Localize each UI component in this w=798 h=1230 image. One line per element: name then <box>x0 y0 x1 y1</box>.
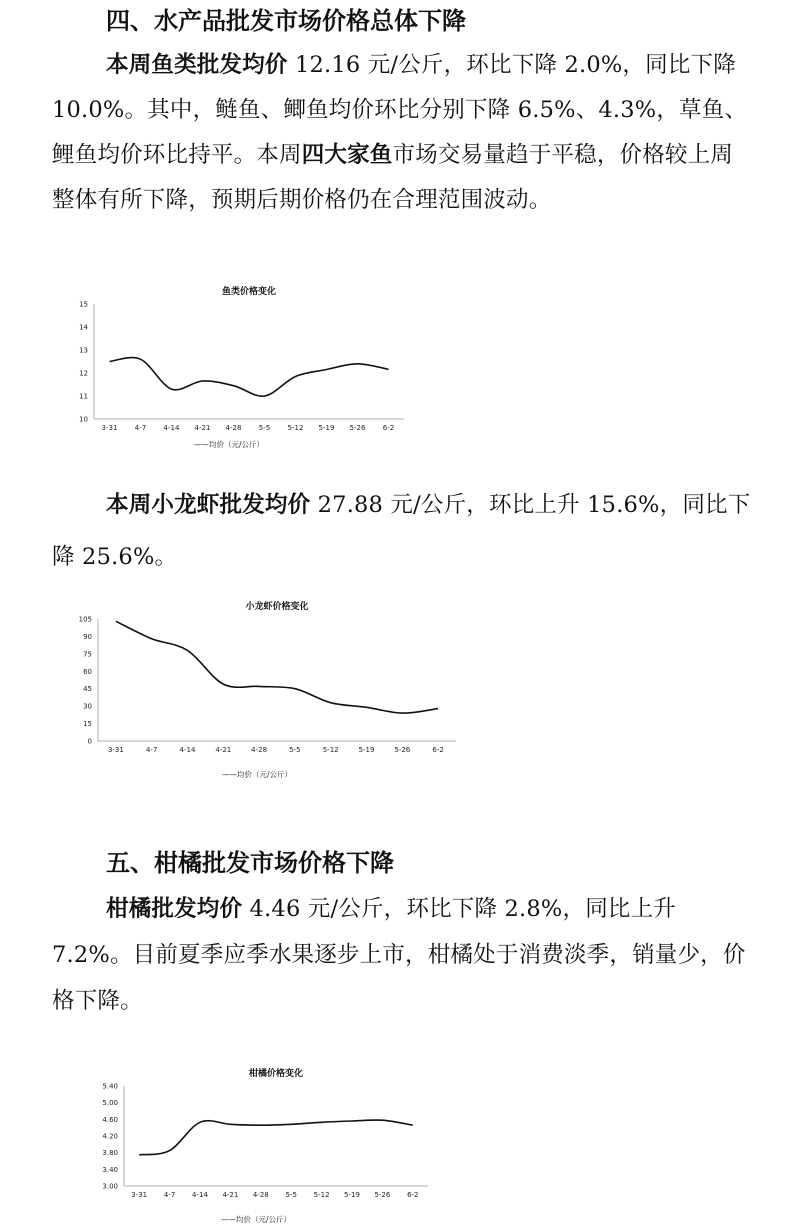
fish-paragraph <box>52 43 752 223</box>
crayfish-text: 27.88 元/公斤，环比上升 15.6%，同比下降 25.6%。 <box>52 492 751 570</box>
series-line <box>110 358 389 397</box>
x-tick-label: 5-19 <box>344 1191 360 1199</box>
x-tick-label: 6-2 <box>432 746 444 754</box>
fish-text-1: 12.16 元/公斤，环比下降 2.0%，同比下降 10.0%。其中，鲢鱼、鲫鱼均价环比分别下降 6.5%、4.3%，草鱼、鲤鱼均价环比持平。本周 <box>52 52 748 168</box>
x-tick-label: 5-5 <box>285 1191 297 1199</box>
x-tick-label: 4-21 <box>222 1191 239 1199</box>
x-tick-label: 3-31 <box>107 746 124 754</box>
fish-lead: 本周鱼类批发均价 <box>106 52 288 78</box>
x-tick-label: 4-21 <box>215 746 232 754</box>
y-tick-label: 15 <box>79 300 88 309</box>
x-tick-label: 3-31 <box>101 424 118 432</box>
x-tick-label: 4-7 <box>145 746 158 754</box>
fish-price-chart <box>58 280 418 455</box>
x-tick-label: 4-21 <box>194 424 211 432</box>
x-tick-label: 5-26 <box>349 424 366 432</box>
x-tick-label: 4-14 <box>179 746 196 754</box>
x-tick-label: 4-7 <box>134 424 147 432</box>
y-tick-label: 15 <box>83 720 92 729</box>
y-tick-label: 3.00 <box>102 1182 118 1191</box>
chart-title: 鱼类价格变化 <box>221 287 277 297</box>
x-tick-label: 5-26 <box>374 1191 391 1199</box>
x-tick-label: 5-12 <box>287 424 304 432</box>
x-tick-label: 4-7 <box>163 1191 176 1199</box>
y-tick-label: 105 <box>78 615 92 624</box>
y-tick-label: 14 <box>79 323 88 332</box>
y-tick-label: 90 <box>83 632 92 641</box>
y-tick-label: 3.40 <box>102 1165 118 1174</box>
citrus-price-chart <box>82 1062 442 1230</box>
x-tick-label: 5-26 <box>394 746 411 754</box>
y-tick-label: 5.40 <box>102 1082 118 1091</box>
crayfish-price-chart <box>70 585 470 785</box>
y-tick-label: 4.60 <box>102 1115 118 1124</box>
crayfish-lead: 本周小龙虾批发均价 <box>106 492 311 518</box>
x-tick-label: 6-2 <box>407 1191 419 1199</box>
y-tick-label: 30 <box>83 702 92 711</box>
x-tick-label: 5-19 <box>358 746 375 754</box>
x-tick-label: 4-14 <box>192 1191 208 1199</box>
y-tick-label: 3.80 <box>102 1149 118 1158</box>
four-fish-term: 四大家鱼 <box>301 142 393 168</box>
x-tick-label: 4-28 <box>252 1191 269 1199</box>
y-tick-label: 10 <box>79 415 88 424</box>
y-tick-label: 4.20 <box>102 1132 118 1141</box>
x-tick-label: 3-31 <box>131 1191 148 1199</box>
x-tick-label: 6-2 <box>382 424 395 432</box>
y-tick-label: 45 <box>83 685 92 694</box>
citrus-text: 4.46 元/公斤，环比下降 2.8%，同比上升 7.2%。目前夏季应季水果逐步上市，柑橘处于消费淡季，销量少，价格下降。 <box>52 896 746 1014</box>
y-tick-label: 11 <box>79 392 88 401</box>
citrus-paragraph <box>52 886 752 1024</box>
y-tick-label: 5.00 <box>102 1099 118 1108</box>
y-tick-label: 75 <box>83 650 92 659</box>
chart-legend: ——均价（元/公斤） <box>193 440 265 449</box>
y-tick-label: 13 <box>79 346 88 355</box>
chart-legend: ——均价（元/公斤） <box>221 770 293 779</box>
chart-title: 柑橘价格变化 <box>248 1069 304 1079</box>
chart-svg <box>70 585 470 785</box>
x-tick-label: 4-28 <box>225 424 242 432</box>
chart-svg <box>82 1062 442 1230</box>
x-tick-label: 5-12 <box>322 746 339 754</box>
chart-svg <box>58 280 418 455</box>
y-tick-label: 0 <box>87 737 92 746</box>
x-tick-label: 5-12 <box>313 1191 330 1199</box>
series-line <box>116 621 438 713</box>
fish-text-2: 市场交易量趋于平稳，价格较上周整体有所下降，预期后期价格仍在合理范围波动。 <box>52 142 734 213</box>
section5-heading: 五、柑橘批发市场价格下降 <box>106 849 394 877</box>
chart-title: 小龙虾价格变化 <box>245 602 309 612</box>
x-tick-label: 5-5 <box>289 746 301 754</box>
crayfish-paragraph <box>52 479 752 583</box>
y-tick-label: 60 <box>83 667 92 676</box>
x-tick-label: 4-28 <box>251 746 268 754</box>
section4-heading: 四、水产品批发市场价格总体下降 <box>106 7 466 35</box>
x-tick-label: 5-5 <box>258 424 271 432</box>
x-tick-label: 4-14 <box>163 424 180 432</box>
x-tick-label: 5-19 <box>318 424 335 432</box>
y-tick-label: 12 <box>79 369 88 378</box>
series-line <box>139 1120 413 1155</box>
citrus-lead: 柑橘批发均价 <box>106 896 243 922</box>
chart-legend: ——均价（元/公斤） <box>220 1215 292 1224</box>
